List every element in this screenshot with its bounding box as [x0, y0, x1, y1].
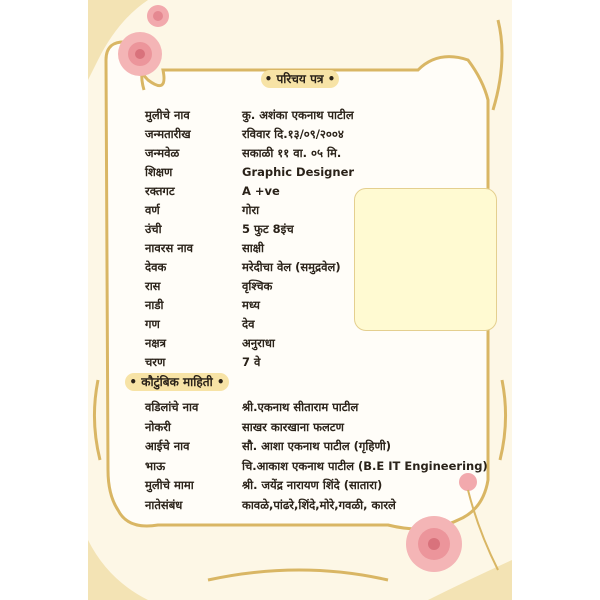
- field-value: Graphic Designer: [242, 165, 355, 179]
- field-label: देवक: [145, 260, 167, 274]
- field-value: 7 वे: [242, 355, 261, 369]
- field-label: गण: [145, 317, 160, 331]
- field-label: जन्मतारीख: [145, 127, 191, 141]
- field-label: मुलीचे नाव: [145, 108, 190, 122]
- field-value: कावळे,पांढरे,शिंदे,मोरे,गवळी, कारले: [242, 497, 396, 512]
- field-value: देव: [242, 317, 255, 331]
- field-label: रास: [145, 279, 161, 293]
- field-label: उंची: [145, 222, 162, 236]
- field-value: वृश्चिक: [242, 279, 273, 293]
- field-value: रविवार दि.१३/०९/२००४: [242, 127, 344, 141]
- field-label: नक्षत्र: [145, 336, 166, 350]
- rose-top-left-icon: [108, 0, 188, 90]
- field-value: A +ve: [242, 184, 280, 198]
- field-value: चि.आकाश एकनाथ पाटील (B.E IT Engineering): [242, 458, 488, 473]
- field-value: साक्षी: [242, 241, 264, 255]
- field-value: अनुराधा: [242, 336, 275, 350]
- field-value: गोरा: [242, 203, 260, 217]
- field-value: साखर कारखाना फलटण: [242, 419, 344, 434]
- field-label: भाऊ: [145, 458, 166, 473]
- field-label: चरण: [145, 355, 166, 369]
- field-label: रक्तगट: [145, 184, 175, 198]
- field-label: नातेसंबंध: [145, 497, 183, 512]
- field-value: सौ. आशा एकनाथ पाटील (गृहिणी): [242, 439, 392, 453]
- field-label: नोकरी: [145, 419, 171, 434]
- field-value: कु. अशंका एकनाथ पाटील: [242, 108, 354, 122]
- field-value: मरेदीचा वेल (समुद्रवेल): [242, 260, 341, 274]
- field-value: मध्य: [242, 298, 260, 312]
- field-value: 5 फुट 8इंच: [242, 222, 294, 236]
- rose-bottom-right-icon: [388, 460, 512, 600]
- field-label: शिक्षण: [145, 165, 173, 179]
- field-label: आईचे नाव: [145, 439, 190, 453]
- field-label: मुलीचे मामा: [145, 478, 194, 492]
- field-label: जन्मवेळ: [145, 146, 180, 160]
- field-label: वर्ण: [145, 203, 160, 217]
- field-label: नाडी: [145, 298, 164, 312]
- section-title-intro: • परिचय पत्र •: [261, 70, 339, 88]
- section-title-family: • कौटुंबिक माहिती •: [125, 373, 229, 391]
- photo-placeholder: [354, 188, 497, 331]
- field-label: वडिलांचे नाव: [145, 400, 199, 414]
- field-label: नावरस नाव: [145, 241, 193, 255]
- field-value: श्री.एकनाथ सीताराम पाटील: [242, 400, 359, 414]
- field-value: सकाळी ११ वा. ०५ मि.: [242, 146, 342, 160]
- field-value: श्री. जयेंद्र नारायण शिंदे (सातारा): [242, 478, 383, 492]
